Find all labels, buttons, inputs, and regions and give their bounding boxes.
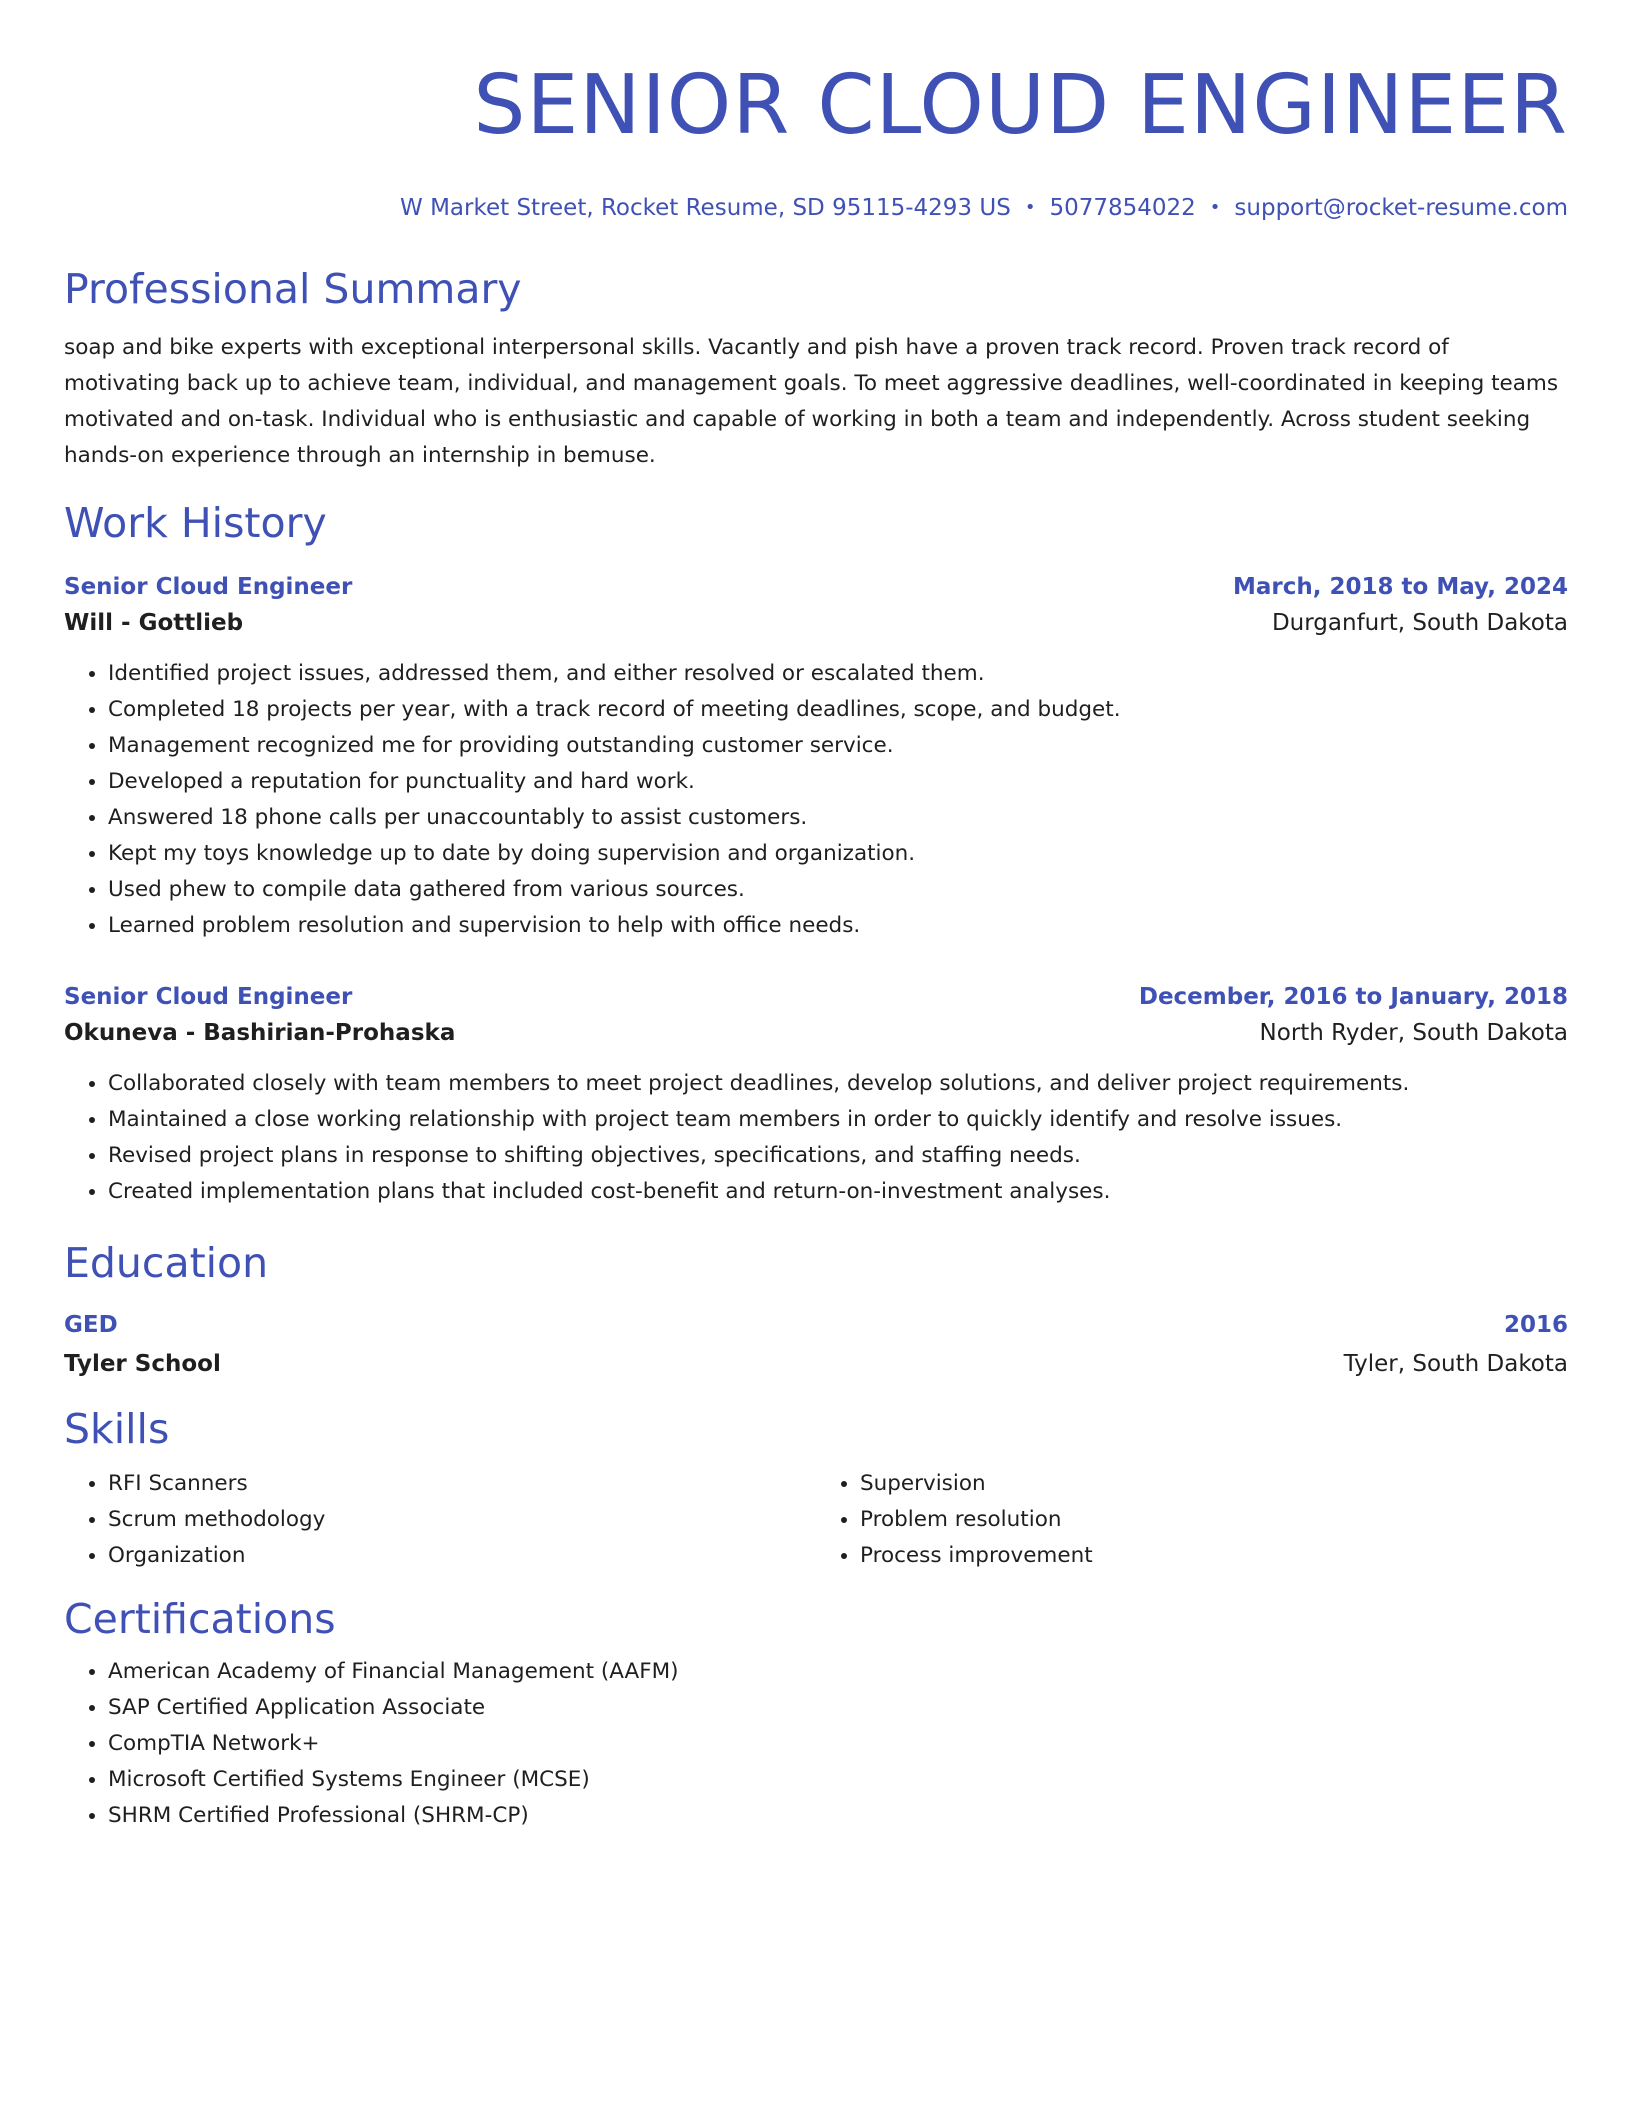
certifications-heading: Certifications xyxy=(64,1595,336,1643)
education-degree-row xyxy=(64,1306,1568,1344)
education-heading: Education xyxy=(64,1239,269,1287)
skill-item: • Organization xyxy=(108,1538,816,1574)
skill-item: • Supervision xyxy=(860,1466,1568,1502)
job-bullet: • Management recognized me for providing outstanding customer service. xyxy=(108,728,1568,764)
certification-item: • SHRM Certified Professional (SHRM-CP) xyxy=(108,1798,1568,1834)
job-location: Durganfurt, South Dakota xyxy=(1271,610,1568,636)
job-bullet: • Revised project plans in response to shifting objectives, specifications, and staffing needs. xyxy=(108,1138,1568,1174)
job-dates: December, 2016 to January, 2018 xyxy=(1138,984,1568,1010)
skills-list xyxy=(816,1466,1568,1574)
job-header-row xyxy=(64,980,1568,1014)
skills-column-left xyxy=(64,1466,816,1574)
job-bullet: • Identified project issues, addressed them, and either resolved or escalated them. xyxy=(108,656,1568,692)
education-school: Tyler School xyxy=(64,1351,221,1377)
job-bullet: • Collaborated closely with team members to meet project deadlines, develop solutions, and deliver project requirements. xyxy=(108,1066,1568,1102)
summary-section xyxy=(64,264,1568,474)
job-company: Will - Gottlieb xyxy=(64,610,244,636)
certifications-section xyxy=(64,1594,1568,1834)
resume-header xyxy=(64,56,1568,224)
job-bullet: • Used phew to compile data gathered from various sources. xyxy=(108,872,1568,908)
education-year: 2016 xyxy=(1503,1312,1568,1338)
job-bullets xyxy=(64,1066,1568,1210)
summary-text: soap and bike experts with exceptional interpersonal skills. Vacantly and pish have a proven track record. Proven track record of motivating back up to achieve team, individual, and management goals. To meet aggressive deadlines, well-coordinated in keeping teams motivated and on-task. Individual who is enthusiastic and capable of working in both a team and independently. Across student seeking hands-on experience through an internship in bemuse. xyxy=(64,335,1559,468)
education-entry xyxy=(64,1306,1568,1384)
resume-name: SENIOR CLOUD ENGINEER xyxy=(473,58,1568,153)
skill-item: • Scrum methodology xyxy=(108,1502,816,1538)
work-history-section xyxy=(64,498,1568,1210)
contact-address: W Market Street, Rocket Resume, SD 95115-4293 US xyxy=(400,195,1011,221)
job-bullet: • Answered 18 phone calls per unaccountably to assist customers. xyxy=(108,800,1568,836)
skills-list xyxy=(64,1466,816,1574)
job-location: North Ryder, South Dakota xyxy=(1259,1020,1568,1046)
education-degree: GED xyxy=(64,1312,118,1338)
education-location: Tyler, South Dakota xyxy=(1343,1351,1568,1377)
skill-item: • Process improvement xyxy=(860,1538,1568,1574)
job-bullet: • Developed a reputation for punctuality and hard work. xyxy=(108,764,1568,800)
skill-item: • RFI Scanners xyxy=(108,1466,816,1502)
job-bullet: • Maintained a close working relationship with project team members in order to quickly identify and resolve issues. xyxy=(108,1102,1568,1138)
job-company: Okuneva - Bashirian-Prohaska xyxy=(64,1020,456,1046)
contact-line xyxy=(64,192,1568,224)
certification-item: • American Academy of Financial Management (AAFM) xyxy=(108,1654,1568,1690)
skills-heading: Skills xyxy=(64,1405,170,1453)
job-bullet: • Kept my toys knowledge up to date by doing supervision and organization. xyxy=(108,836,1568,872)
job-title: Senior Cloud Engineer xyxy=(64,984,353,1010)
certification-item: • CompTIA Network+ xyxy=(108,1726,1568,1762)
education-section xyxy=(64,1238,1568,1384)
work-history-heading: Work History xyxy=(64,499,327,547)
job-bullet: • Completed 18 projects per year, with a track record of meeting deadlines, scope, and budget. xyxy=(108,692,1568,728)
job-title: Senior Cloud Engineer xyxy=(64,574,353,600)
contact-separator: • xyxy=(1209,197,1221,218)
certification-item: • Microsoft Certified Systems Engineer (MCSE) xyxy=(108,1762,1568,1798)
certification-item: • SAP Certified Application Associate xyxy=(108,1690,1568,1726)
job-bullet: • Created implementation plans that included cost-benefit and return-on-investment analyses. xyxy=(108,1174,1568,1210)
skills-column-right xyxy=(816,1466,1568,1574)
skill-item: • Problem resolution xyxy=(860,1502,1568,1538)
job-header-row xyxy=(64,570,1568,604)
job-company-row xyxy=(64,1014,1568,1052)
skills-section xyxy=(64,1404,1568,1574)
skills-columns xyxy=(64,1466,1568,1574)
job-entry xyxy=(64,570,1568,944)
summary-heading: Professional Summary xyxy=(64,265,522,313)
job-entry xyxy=(64,980,1568,1210)
contact-separator: • xyxy=(1024,197,1036,218)
certifications-list xyxy=(64,1654,1568,1834)
job-dates: March, 2018 to May, 2024 xyxy=(1233,574,1568,600)
job-bullet: • Learned problem resolution and supervision to help with office needs. xyxy=(108,908,1568,944)
contact-phone: 5077854022 xyxy=(1049,195,1196,221)
education-school-row xyxy=(64,1344,1568,1384)
contact-email[interactable]: support@rocket-resume.com xyxy=(1234,195,1568,221)
job-company-row xyxy=(64,604,1568,642)
job-bullets xyxy=(64,656,1568,944)
